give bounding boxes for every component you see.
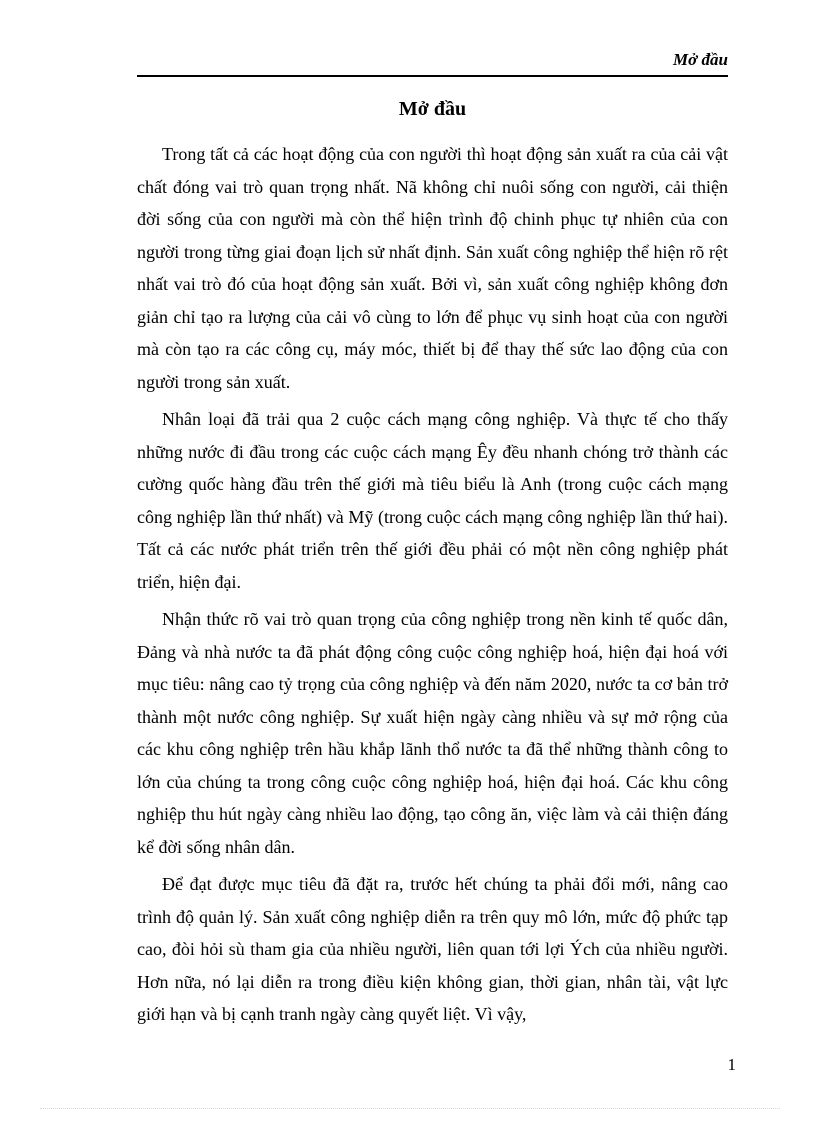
paragraph-4: Để đạt được mục tiêu đã đặt ra, trước hết chúng ta phải đổi mới, nâng cao trình độ quản lý. Sản xuất công nghiệp diễn ra trên quy mô lớn, mức độ phức tạp cao, đòi hỏi sù tham gia của nhiều người, liên quan tới lợi Ých của nhiều người. Hơn nữa, nó lại diễn ra trong điều kiện không gian, thời gian, nhân tài, vật lực giới hạn và bị cạnh tranh ngày càng quyết liệt. Vì vậy, bbox=[137, 874, 728, 1024]
paragraph-2: Nhân loại đã trải qua 2 cuộc cách mạng công nghiệp. Và thực tế cho thấy những nước đi đầu trong các cuộc cách mạng Êy đều nhanh chóng trở thành các cường quốc hàng đầu trên thế giới mà tiêu biểu là Anh (trong cuộc cách mạng công nghiệp lần thứ nhất) và Mỹ (trong cuộc cách mạng công nghiệp lần thứ hai). Tất cả các nước phát triển trên thế giới đều phải có một nền công nghiệp phát triển, hiện đại. bbox=[137, 409, 728, 592]
header-rule bbox=[137, 75, 728, 77]
paragraph-3: Nhận thức rõ vai trò quan trọng của công nghiệp trong nền kinh tế quốc dân, Đảng và nhà nước ta đã phát động công cuộc công nghiệp hoá, hiện đại hoá với mục tiêu: nâng cao tỷ trọng của công nghiệp và đến năm 2020, nước ta cơ bản trở thành một nước công nghiệp. Sự xuất hiện ngày càng nhiều và sự mở rộng của các khu công nghiệp trên hầu khắp lãnh thổ nước ta đã thể những thành công to lớn của chúng ta trong công cuộc công nghiệp hoá, hiện đại hoá. Các khu công nghiệp thu hút ngày càng nhiều lao động, tạo công ăn, việc làm và cải thiện đáng kể đời sống nhân dân. bbox=[137, 609, 728, 857]
body-text bbox=[137, 138, 728, 1036]
paragraph-1: Trong tất cả các hoạt động của con người thì hoạt động sản xuất ra của cải vật chất đóng vai trò quan trọng nhất. Nã không chỉ nuôi sống con người, cải thiện đời sống của con người mà còn thể hiện trình độ chinh phục tự nhiên của con người trong từng giai đoạn lịch sử nhất định. Sản xuất công nghiệp thể hiện rõ rệt nhất vai trò đó của hoạt động sản xuất. Bởi vì, sản xuất công nghiệp không đơn giản chỉ tạo ra lượng của cải vô cùng to lớn để phục vụ sinh hoạt của con người mà còn tạo ra các công cụ, máy móc, thiết bị để thay thế sức lao động của con người trong sản xuất. bbox=[137, 144, 728, 392]
page-title: Mở đầu bbox=[398, 98, 467, 120]
running-header: Mở đầu bbox=[673, 50, 728, 69]
page-number: 1 bbox=[727, 1055, 736, 1074]
page-bottom-divider bbox=[40, 1108, 780, 1109]
